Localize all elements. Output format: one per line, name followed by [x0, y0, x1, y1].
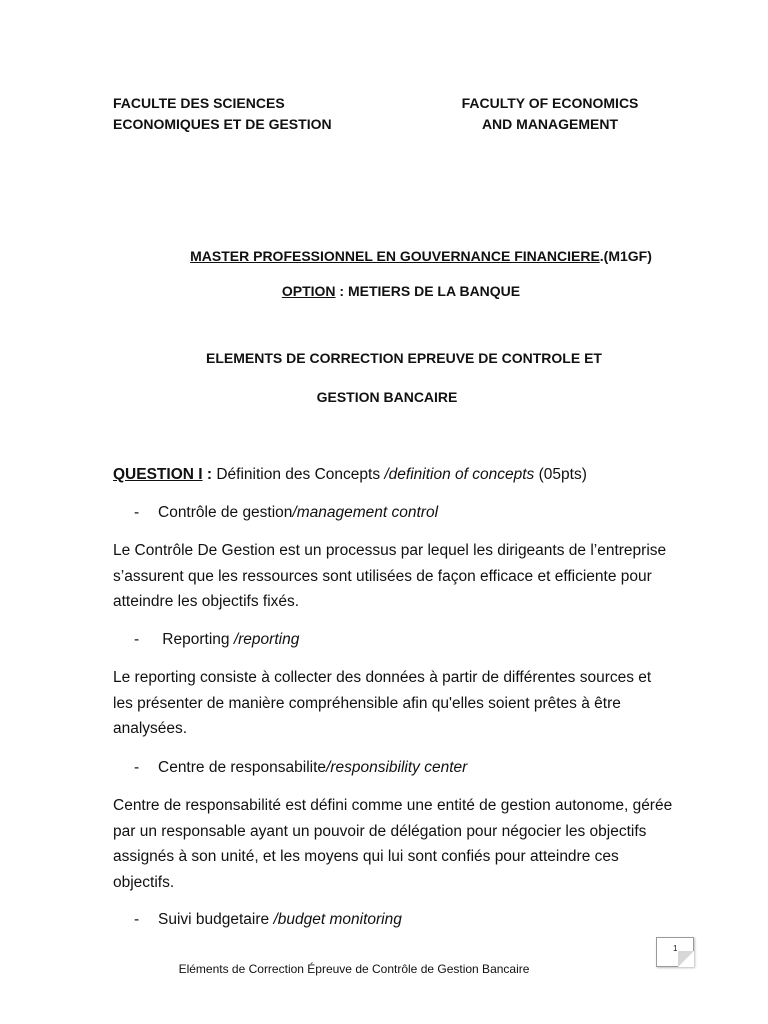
item-definition: Centre de responsabilité est défini comme une entité de gestion autonome, gérée par un responsable ayant un pouvoir de délégation pour négocier les objectifs assignés à son unité, et les moyens qui lui sont confiés pour atteindre ces objectifs.	[113, 797, 673, 891]
item-definition: Le Contrôle De Gestion est un processus par lequel les dirigeants de l’entreprise s’assurent que les ressources sont utilisées de façon efficace et efficiente pour atteindre les objectifs fixés.	[113, 542, 667, 610]
item-english: /reporting	[233, 631, 300, 648]
header-left-line2: ECONOMIQUES ET DE GESTION	[113, 116, 332, 132]
item-term: Centre de responsabilite	[158, 759, 327, 776]
list-item	[134, 627, 299, 652]
item-english: /budget monitoring	[273, 911, 402, 928]
page-footer: Eléments de Correction Épreuve de Contrôle de Gestion Bancaire	[178, 962, 530, 976]
question-english: /definition of concepts	[384, 466, 535, 483]
heading-line2: GESTION BANCAIRE	[316, 389, 458, 405]
item-term: Reporting	[158, 631, 234, 648]
faculty-header-en	[430, 93, 670, 135]
program-title-suffix: .(M1GF)	[599, 248, 652, 264]
bullet-dash: -	[134, 504, 140, 521]
option-label: OPTION	[281, 283, 336, 299]
page-number: 1	[673, 944, 678, 953]
program-title	[0, 248, 768, 264]
program-title-underlined: MASTER PROFESSIONNEL EN GOUVERNANCE FINANCIERE	[190, 248, 600, 264]
item-definition: Le reporting consiste à collecter des données à partir de différentes sources et les présenter de manière compréhensible afin qu'elles soient prêtes à être analysées.	[113, 669, 652, 737]
item-english: /management control	[292, 504, 439, 521]
question-title	[113, 462, 673, 488]
question-points: (05pts)	[534, 466, 587, 483]
heading-line1: ELEMENTS DE CORRECTION EPREUVE DE CONTROLE ET	[206, 350, 602, 366]
item-term: Suivi budgetaire	[158, 911, 274, 928]
bullet-dash: -	[134, 631, 140, 648]
faculty-header-fr	[113, 93, 332, 135]
bullet-dash: -	[134, 759, 140, 776]
list-item	[134, 755, 467, 780]
header-right-line1: FACULTY OF ECONOMICS	[461, 95, 639, 111]
question-colon: :	[202, 466, 217, 483]
item-term: Contrôle de gestion	[158, 504, 293, 521]
program-option	[0, 283, 768, 299]
option-text: : METIERS DE LA BANQUE	[335, 283, 521, 299]
header-right-line2: AND MANAGEMENT	[481, 116, 619, 132]
question-text: Définition des Concepts	[216, 466, 385, 483]
item-english: /responsibility center	[326, 759, 468, 776]
list-item	[134, 907, 402, 932]
bullet-dash: -	[134, 911, 140, 928]
question-label: QUESTION I	[113, 466, 203, 483]
header-left-line1: FACULTE DES SCIENCES	[113, 95, 285, 111]
list-item	[134, 500, 438, 525]
